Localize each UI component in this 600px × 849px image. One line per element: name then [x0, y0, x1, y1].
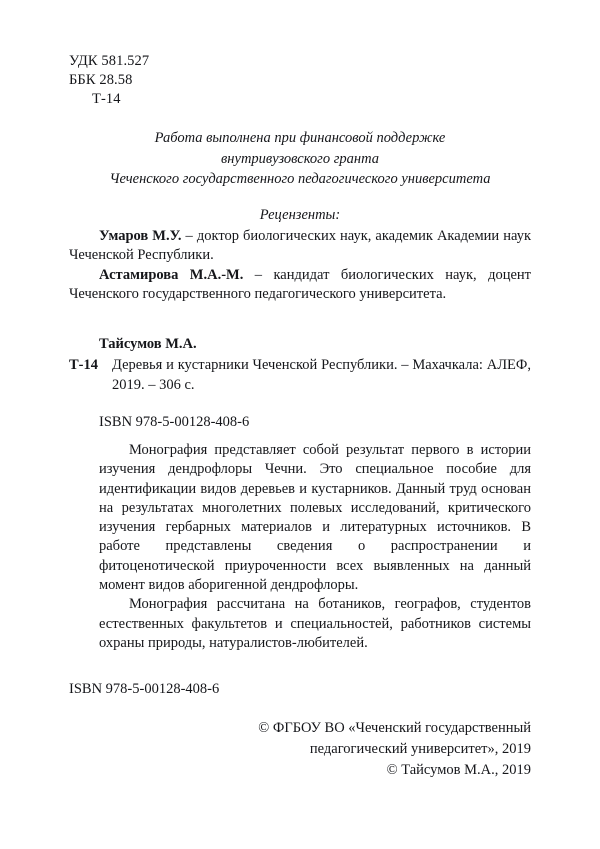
reviewer-description: – доктор биологических наук, академик Академии наук Чеченской Республики. — [69, 227, 531, 263]
book-author: Тайсумов М.А. — [99, 336, 197, 352]
copyright-line-1: © ФГБОУ ВО «Чеченский государственный — [258, 720, 531, 736]
copyright-line-2: педагогический университет», 2019 — [309, 741, 531, 757]
annotation-paragraph: Монография рассчитана на ботаников, географов, студентов естественных факультетов и специальностей, работников системы охраны природы, натуралистов-любителей. — [99, 596, 531, 651]
author-sign-code: Т-14 — [92, 91, 121, 107]
reviewer-item — [69, 266, 531, 305]
book-description-entry — [69, 355, 531, 395]
funding-note-line-3: Чеченского государственного педагогического университета — [109, 171, 491, 187]
funding-note — [69, 128, 531, 190]
annotation-paragraph: Монография представляет собой результат первого в истории изучения дендрофлоры Чечни. Это специальное пособие для идентификации видов деревьев и кустарников. Данный труд основан на результатах многолетних полевых исследований, критического изучения гербарных материалов и литературных источников. В работе представлены сведения о распространении и фитоценотической приуроченности всех выявленных на данный момент видов аборигенной дендрофлоры. — [99, 442, 531, 594]
reviewers-section — [69, 206, 531, 305]
classification-codes — [69, 52, 149, 109]
bbk-code: ББК 28.58 — [69, 72, 133, 88]
reviewer-description: – кандидат биологических наук, доцент Чеченского государственного педагогического университета. — [69, 266, 531, 302]
copyright-block — [111, 718, 531, 781]
book-sigil: Т-14 — [69, 357, 98, 373]
funding-note-line-1: Работа выполнена при финансовой поддержке — [154, 130, 446, 146]
reviewer-name: Умаров М.У. — [99, 227, 182, 244]
funding-note-line-2: внутривузовского гранта — [221, 150, 379, 167]
isbn-primary: ISBN 978-5-00128-408-6 — [99, 414, 250, 430]
udk-code: УДК 581.527 — [69, 53, 150, 69]
book-description: Деревья и кустарники Чеченской Республики. – Махачкала: АЛЕФ, 2019. – 306 с. — [112, 357, 531, 393]
bibliographic-record — [69, 334, 531, 432]
reviewer-name: Астамирова М.А.-М. — [99, 266, 244, 283]
reviewers-heading: Рецензенты: — [259, 207, 341, 223]
annotation-section — [99, 441, 531, 653]
copyright-line-3: © Тайсумов М.А., 2019 — [386, 762, 531, 778]
reviewer-item — [69, 227, 531, 266]
isbn-footer: ISBN 978-5-00128-408-6 — [69, 681, 220, 697]
